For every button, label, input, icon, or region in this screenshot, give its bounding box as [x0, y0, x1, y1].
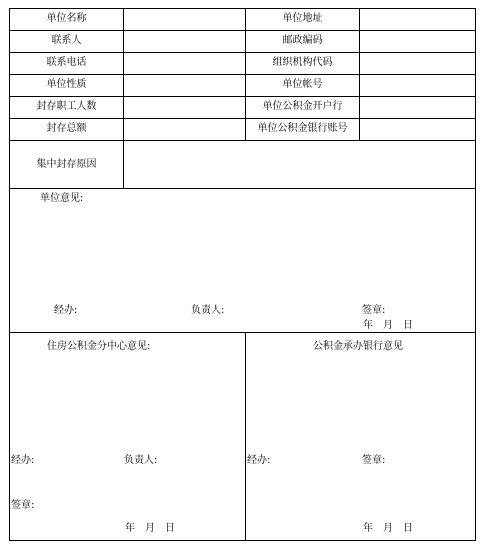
reason-field[interactable] — [124, 141, 475, 188]
sealed-total-label: 封存总额 — [46, 123, 87, 134]
unit-opinion-title: 单位意见: — [40, 193, 84, 204]
postal-code-field[interactable] — [360, 31, 475, 52]
bank-date-label: 年 月 日 — [363, 523, 413, 534]
org-code-field[interactable] — [360, 53, 475, 74]
center-opinion-title: 住房公积金分中心意见: — [47, 341, 151, 352]
center-responsible-label: 负责人: — [124, 455, 158, 466]
center-seal-label: 签章: — [11, 500, 35, 511]
column-divider — [245, 332, 246, 541]
contact-person-field[interactable] — [124, 31, 245, 52]
unit-name-field[interactable] — [124, 9, 245, 30]
unit-nature-field[interactable] — [124, 75, 245, 96]
contact-person-label: 联系人 — [51, 35, 82, 46]
center-date-label: 年 月 日 — [125, 523, 175, 534]
column-divider — [245, 8, 246, 141]
unit-seal-label: 签章: — [362, 305, 386, 316]
bank-opinion-title: 公积金承办银行意见 — [313, 341, 403, 352]
sealed-employees-field[interactable] — [124, 97, 245, 118]
reason-label: 集中封存原因 — [36, 159, 97, 170]
fund-bank-account-label: 单位公积金银行账号 — [257, 123, 348, 134]
unit-date-label: 年 月 日 — [363, 320, 413, 331]
unit-address-label: 单位地址 — [282, 13, 323, 24]
unit-address-field[interactable] — [360, 9, 475, 30]
center-handler-label: 经办: — [11, 455, 35, 466]
sealed-total-field[interactable] — [124, 119, 245, 140]
contact-phone-label: 联系电话 — [46, 57, 87, 68]
table-border-bottom — [9, 540, 476, 541]
unit-account-label: 单位帐号 — [282, 79, 323, 90]
bank-seal-label: 签章: — [362, 455, 386, 466]
unit-name-label: 单位名称 — [46, 13, 87, 24]
unit-responsible-label: 负责人: — [191, 305, 225, 316]
fund-bank-field[interactable] — [360, 97, 475, 118]
unit-account-field[interactable] — [360, 75, 475, 96]
unit-nature-label: 单位性质 — [46, 79, 87, 90]
table-border-right — [475, 8, 476, 541]
fund-bank-label: 单位公积金开户行 — [262, 101, 343, 112]
row-divider — [9, 188, 476, 189]
row-divider — [9, 332, 476, 333]
fund-bank-account-field[interactable] — [360, 119, 475, 140]
unit-handler-label: 经办: — [54, 305, 78, 316]
org-code-label: 组织机构代码 — [272, 57, 333, 68]
sealed-employees-label: 封存职工人数 — [36, 101, 97, 112]
contact-phone-field[interactable] — [124, 53, 245, 74]
postal-code-label: 邮政编码 — [282, 35, 323, 46]
bank-handler-label: 经办: — [247, 455, 271, 466]
